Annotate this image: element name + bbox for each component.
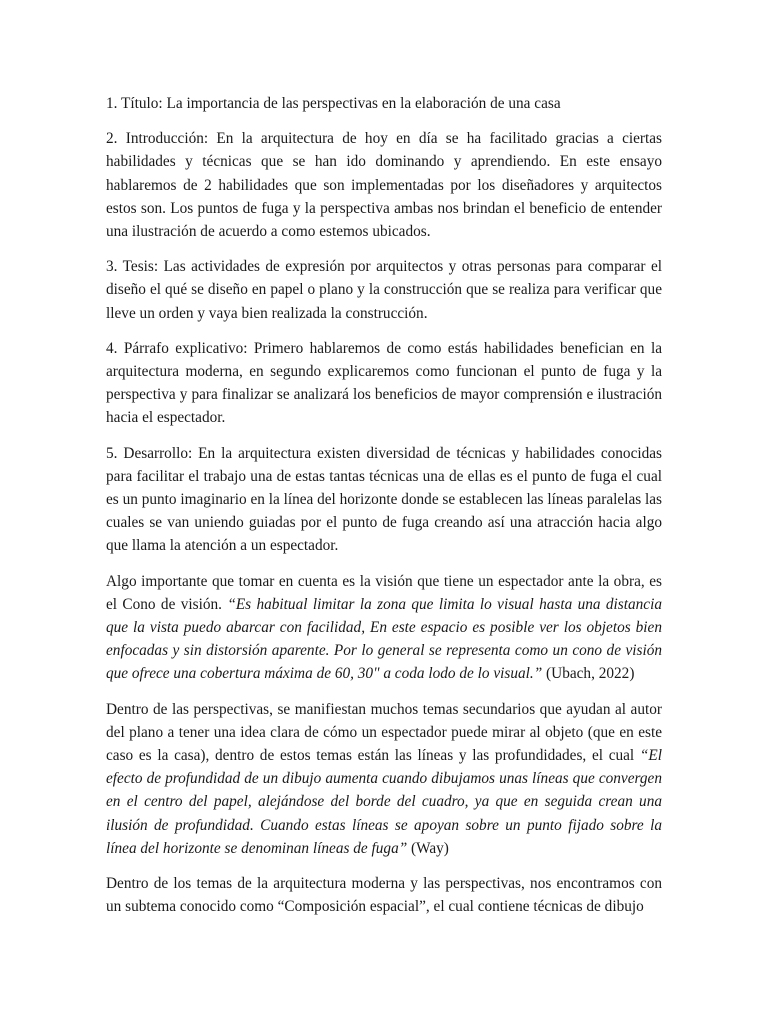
vision-cone-quote: “Es habitual limitar la zona que limita lo visual hasta una distancia que la vista puedo abarcar con facilidad, En este espacio es posible ver los objetos bien enfocadas y sin distorsión aparente. Por lo general se representa como un cono de visión que ofrece una cobertura máxima de 60, 30" a coda lodo de lo visual.” [106, 595, 662, 683]
vision-cone-citation: (Ubach, 2022) [542, 665, 635, 683]
introduction-paragraph: 2. Introducción: En la arquitectura de hoy en día se ha facilitado gracias a ciertas habilidades y técnicas que se han ido dominando y aprendiendo. En este ensayo hablaremos de 2 habilidades que son implementadas por los diseñadores y arquitectos estos son. Los puntos de fuga y la perspectiva ambas nos brindan el beneficio de entender una ilustración de acuerdo a como estemos ubicados. [106, 130, 662, 241]
composition-paragraph: Dentro de los temas de la arquitectura moderna y las perspectivas, nos encontramos con un subtema conocido como “Composición espacial”, el cual contiene técnicas de dibujo [106, 875, 662, 916]
perspectives-lead: Dentro de las perspectivas, se manifiestan muchos temas secundarios que ayudan al autor del plano a tener una idea clara de cómo un espectador puede mirar al objeto (que en este caso es la casa), dentro de estos temas están las líneas y las profundidades, el cual [106, 700, 662, 765]
title-line: 1. Título: La importancia de las perspectivas en la elaboración de una casa [106, 95, 561, 112]
thesis-paragraph: 3. Tesis: Las actividades de expresión por arquitectos y otras personas para comparar el diseño el qué se diseño en papel o plano y la construcción que se realiza para verificar que lleve un orden y vaya bien realizada la construcción. [106, 258, 662, 322]
development-paragraph: 5. Desarrollo: En la arquitectura existen diversidad de técnicas y habilidades conocidas para facilitar el trabajo una de estas tantas técnicas una de ellas es el punto de fuga el cual es un punto imaginario en la línea del horizonte donde se establecen las líneas paralelas las cuales se van uniendo guiadas por el punto de fuga creando así una atracción hacia algo que llama la atención a un espectador. [106, 444, 663, 555]
perspectives-quote: “El efecto de profundidad de un dibujo aumenta cuando dibujamos unas líneas que convergen en el centro del papel, alejándose del borde del cuadro, ya que en seguida crean una ilusión de profundidad. Cuando estas líneas se apoyan sobre un punto fijado sobre la línea del horizonte se denominan líneas de fuga” [106, 747, 662, 857]
explanatory-paragraph: 4. Párrafo explicativo: Primero hablaremos de como estás habilidades benefician en la arquitectura moderna, en segundo explicaremos como funcionan el punto de fuga y la perspectiva y para finalizar se analizará los beneficios de mayor comprensión e ilustración hacia el espectador. [106, 339, 662, 427]
document-page [106, 92, 662, 931]
vision-cone-lead: Algo importante que tomar en cuenta es la visión que tiene un espectador ante la obra, es el Cono de visión. [106, 572, 662, 613]
perspectives-citation: (Way) [407, 839, 449, 857]
perspectives-paragraph [106, 698, 662, 860]
vision-cone-paragraph [106, 570, 662, 686]
